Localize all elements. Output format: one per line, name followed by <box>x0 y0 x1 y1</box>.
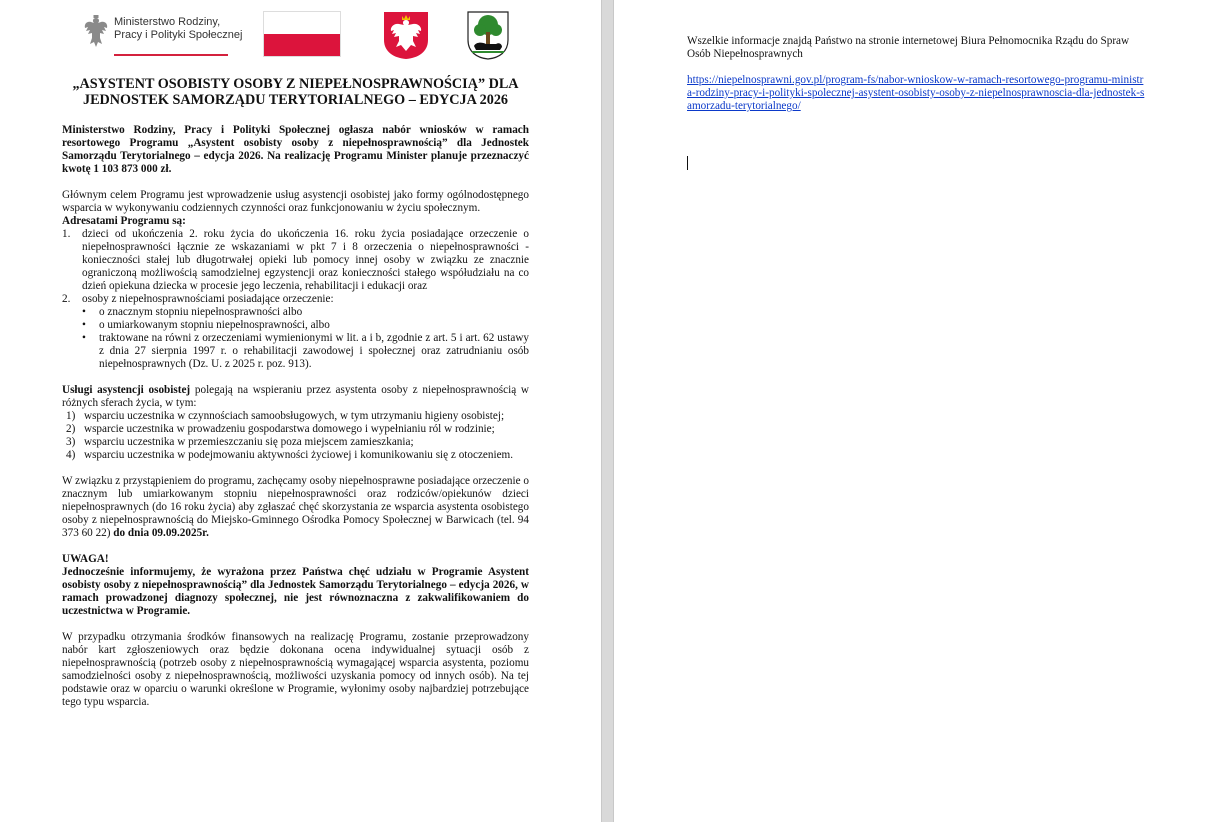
list-marker: 1) <box>66 410 76 422</box>
list-item-text: o znacznym stopniu niepełnosprawności albo <box>99 306 303 318</box>
title-line1: „ASYSTENT OSOBISTY OSOBY Z NIEPEŁNOSPRAWNOŚCIĄ” DLA <box>72 76 519 92</box>
bullet-icon: • <box>82 306 86 318</box>
services-lead-rest: polegają na wspieraniu przez asystenta osoby z niepełnosprawnością w różnych sferach życia, w tym: <box>62 384 529 409</box>
list-item-text: wsparciu uczestnika w przemieszczaniu się poza miejscem zamieszkania; <box>84 436 414 448</box>
list-marker: 3) <box>66 436 76 448</box>
list-item-text: o umiarkowanym stopniu niepełnosprawności, albo <box>99 319 330 331</box>
ministry-name-line2: Pracy i Polityki Społecznej <box>114 29 243 41</box>
town-coat-of-arms-icon <box>466 10 510 60</box>
document-title <box>62 76 529 108</box>
list-item <box>62 423 529 436</box>
recipients-heading: Adresatami Programu są: <box>62 215 186 227</box>
list-item <box>62 436 529 449</box>
intro-paragraph: Ministerstwo Rodziny, Pracy i Polityki Społecznej ogłasza nabór wniosków w ramach resortowego Programu „Asystent osobisty osoby z niepełnosprawnością” dla Jednostek Samorządu Terytorialnego – edycja 2026. Na realizację Programu Minister planuje przeznaczyć kwotę 1 103 873 000 zł. <box>62 124 529 175</box>
list-item-text: wsparcie uczestnika w prowadzeniu gospodarstwa domowego i wypełnianiu ról w rodzinie; <box>84 423 495 435</box>
services-lead-bold: Usługi asystencji osobistej <box>62 384 191 396</box>
ministry-name <box>114 16 242 42</box>
bullet-icon: • <box>82 332 86 344</box>
document-page-left[interactable] <box>0 0 601 822</box>
list-item <box>62 449 529 462</box>
list-item <box>62 293 529 306</box>
list-item <box>62 332 529 371</box>
list-item <box>62 410 529 423</box>
invite-paragraph <box>62 475 529 540</box>
title-line2: JEDNOSTEK SAMORZĄDU TERYTORIALNEGO – EDYCJA 2026 <box>82 92 509 108</box>
recipients-list <box>62 228 529 306</box>
list-item <box>62 228 529 293</box>
list-item <box>62 306 529 319</box>
document-body <box>62 76 529 709</box>
services-list <box>62 410 529 462</box>
invite-deadline: do dnia 09.09.2025r. <box>110 527 209 539</box>
recipient-bullets <box>62 306 529 371</box>
list-marker: 2) <box>66 423 76 435</box>
eagle-emblem-icon <box>82 14 110 54</box>
ministry-red-rule <box>114 54 228 56</box>
ministry-name-line1: Ministerstwo Rodziny, <box>114 16 221 28</box>
list-item-text: wsparciu uczestnika w czynnościach samoobsługowych, w tym utrzymaniu higieny osobistej; <box>84 410 505 422</box>
document-page-right[interactable] <box>614 0 1219 822</box>
right-page-body <box>687 35 1147 113</box>
info-paragraph: Wszelkie informacje znajdą Państwo na stronie internetowej Biura Pełnomocnika Rządu do Spraw Osób Niepełnosprawnych <box>687 35 1130 60</box>
header-logos <box>0 8 601 64</box>
list-item-text: traktowane na równi z orzeczeniami wymienionymi w lit. a i b, zgodnie z art. 5 i art. 62 ustawy z dnia 27 sierpnia 1997 r. o rehabilitacji zawodowej i społecznej oraz zatrudnianiu osób niepełnosprawnych (Dz. U. z 2025 r. poz. 913). <box>99 332 529 370</box>
services-paragraph <box>62 384 529 410</box>
list-item-text: wsparciu uczestnika w podejmowaniu aktywności życiowej i komunikowaniu się z otoczeniem. <box>84 449 514 461</box>
bullet-icon: • <box>82 319 86 331</box>
warning-paragraph: Jednocześnie informujemy, że wyrażona przez Państwa chęć udziału w Programie Asystent osobisty osoby z niepełnosprawnością” dla Jednostek Samorządu Terytorialnego – edycja 2026, w ramach prowadzonej diagnozy społecznej, nie jest równoznaczna z zakwalifikowaniem do uczestnictwa w Programie. <box>62 566 529 617</box>
polish-emblem-icon <box>382 10 430 60</box>
goal-paragraph: Głównym celem Programu jest wprowadzenie usług asystencji osobistej jako formy ogólnodostępnego wsparcia w wykonywaniu codziennych czynności oraz funkcjonowaniu w życiu społecznym. <box>62 189 529 214</box>
funding-paragraph: W przypadku otrzymania środków finansowych na realizację Programu, zostanie przeprowadzony nabór kart zgłoszeniowych oraz będzie dokonana ocena indywidualnej sytuacji osób z niepełnosprawnością (potrzeb osoby z niepełnosprawnością wymagającej wsparcia asystenta, poziomu samodzielności osoby z niepełnosprawnością, możliwości uzyskania pomocy od innych osób). Na tej podstawie oraz w oparciu o warunki określone w Programie, wyłonimy osoby najbardziej potrzebujące tego typu wsparcia. <box>62 631 529 708</box>
ministry-logo <box>82 14 243 56</box>
list-item-text: osoby z niepełnosprawnościami posiadające orzeczenie: <box>82 293 334 305</box>
list-item <box>62 319 529 332</box>
list-marker: 2. <box>62 293 71 305</box>
list-marker: 1. <box>62 228 71 240</box>
polish-flag-icon <box>263 11 341 57</box>
invite-text: W związku z przystąpieniem do programu, zachęcamy osoby niepełnosprawne posiadające orzeczenie o znacznym lub umiarkowanym stopniu niepełnosprawności oraz rodziców/opiekunów dzieci niepełnosprawnych (do 16 roku życia) aby zgłaszać chęć skorzystania ze wsparcia asystenta osobistego osoby z niepełnosprawnością do Miejsko-Gminnego Ośrodka Pomocy Społecznej w Barwicach (tel. 94 373 60 22) <box>62 475 529 539</box>
program-link[interactable]: https://niepelnosprawni.gov.pl/program-fs/nabor-wnioskow-w-ramach-resortowego-programu-ministra-rodziny-pracy-i-polityki-spolecznej-asystent-osobisty-osoby-z-niepelnosprawnoscia-dla-jednostek-samorzadu-terytorialnego/ <box>687 74 1145 112</box>
text-cursor <box>687 156 688 170</box>
warning-heading: UWAGA! <box>62 553 109 565</box>
page-gap <box>601 0 614 822</box>
list-marker: 4) <box>66 449 76 461</box>
list-item-text: dzieci od ukończenia 2. roku życia do ukończenia 16. roku życia posiadające orzeczenie o niepełnosprawności łącznie ze wskazaniami w pkt 7 i 8 orzeczenia o niepełnosprawności - konieczności stałej lub długotrwałej opieki lub pomocy innej osoby w związku ze znacznie ograniczoną możliwością samodzielnej egzystencji oraz konieczności stałego współudziału na co dzień opiekuna dziecka w procesie jego leczenia, rehabilitacji i edukacji oraz <box>82 228 529 292</box>
